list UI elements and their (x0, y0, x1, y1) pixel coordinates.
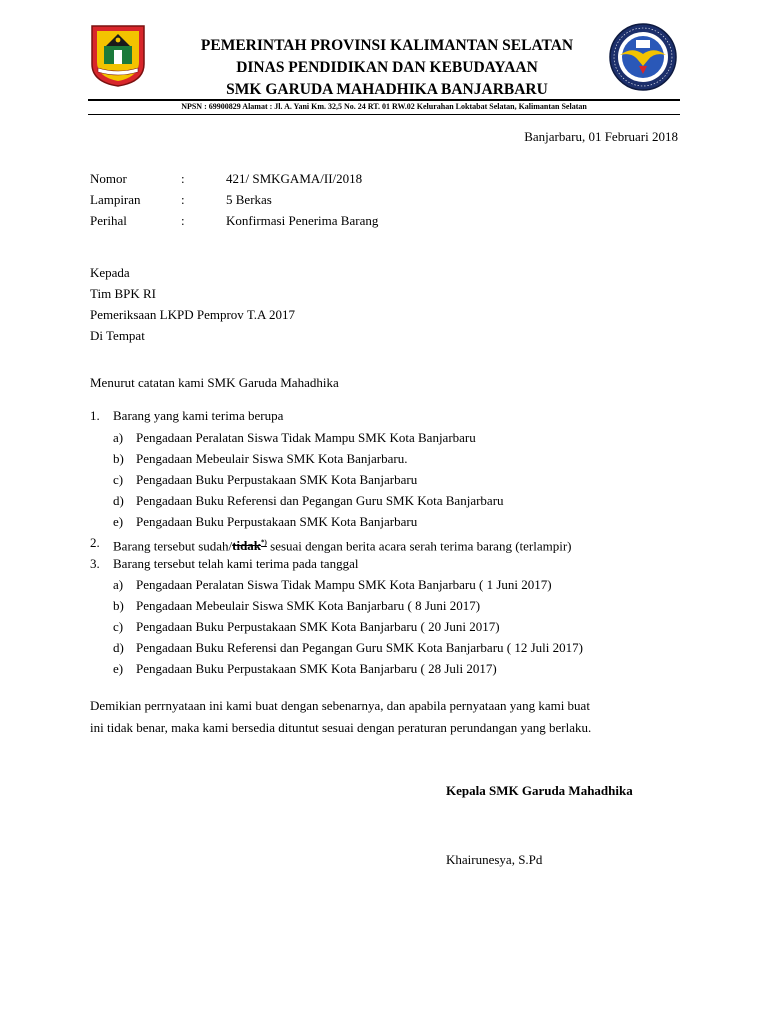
item-text: Pengadaan Peralatan Siswa Tidak Mampu SMK Kota Banjarbaru ( 1 Juni 2017) (136, 577, 552, 592)
item-text: Pengadaan Buku Perpustakaan SMK Kota Banjarbaru (136, 514, 418, 529)
letterhead-line-1: PEMERINTAH PROVINSI KALIMANTAN SELATAN (200, 37, 574, 54)
item-text: Pengadaan Mebeulair Siswa SMK Kota Banjarbaru ( 8 Juni 2017) (136, 598, 481, 613)
point-text: Barang tersebut telah kami terima pada tanggal (113, 556, 359, 571)
kalsel-province-emblem-icon (88, 24, 148, 88)
item-mark: e) (113, 514, 124, 529)
item-mark: a) (113, 430, 124, 445)
meta-label: Nomor (90, 171, 127, 186)
point-number: 3. (90, 556, 100, 571)
item-mark: d) (113, 493, 124, 508)
signature-name: Khairunesya, S.Pd (446, 852, 543, 867)
item-mark: b) (113, 598, 124, 613)
closing-line: ini tidak benar, maka kami bersedia dituntut sesuai dengan peraturan perundangan yang berlaku. (90, 720, 592, 735)
meta-separator: : (181, 213, 185, 228)
meta-value: 421/ SMKGAMA/II/2018 (226, 171, 363, 186)
item-text: Pengadaan Buku Referensi dan Pegangan Guru SMK Kota Banjarbaru (136, 493, 504, 508)
letterhead-line-2: DINAS PENDIDIKAN DAN KEBUDAYAAN (236, 59, 538, 76)
item-mark: e) (113, 661, 124, 676)
letterhead-rule-bottom (88, 114, 680, 115)
meta-separator: : (181, 192, 185, 207)
meta-label: Lampiran (90, 192, 141, 207)
item-mark: b) (113, 451, 124, 466)
letterhead-rule-top (88, 99, 680, 101)
struck-sup: *) (261, 539, 267, 547)
item-text: Pengadaan Buku Perpustakaan SMK Kota Banjarbaru (136, 472, 418, 487)
item-mark: a) (113, 577, 124, 592)
item-mark: c) (113, 472, 124, 487)
letterhead-line-3: SMK GARUDA MAHADHIKA BANJARBARU (226, 81, 548, 98)
item-text: Pengadaan Mebeulair Siswa SMK Kota Banjarbaru. (136, 451, 408, 466)
item-text: Pengadaan Buku Perpustakaan SMK Kota Banjarbaru ( 28 Juli 2017) (136, 661, 497, 676)
point-text-before: Barang tersebut sudah/ (113, 538, 233, 554)
point-number: 1. (90, 408, 100, 423)
point-text: Barang yang kami terima berupa (113, 408, 284, 423)
point-text (113, 535, 572, 554)
item-text: Pengadaan Buku Perpustakaan SMK Kota Banjarbaru ( 20 Juni 2017) (136, 619, 500, 634)
item-text: Pengadaan Peralatan Siswa Tidak Mampu SMK Kota Banjarbaru (136, 430, 476, 445)
recipient-line: Di Tempat (90, 328, 145, 343)
smk-garuda-school-logo-icon (606, 22, 680, 92)
meta-value: Konfirmasi Penerima Barang (226, 213, 379, 228)
intro-text: Menurut catatan kami SMK Garuda Mahadhika (90, 375, 339, 390)
point-number: 2. (90, 535, 100, 550)
meta-separator: : (181, 171, 185, 186)
point-text-after: sesuai dengan berita acara serah terima barang (terlampir) (266, 538, 572, 554)
item-mark: d) (113, 640, 124, 655)
item-mark: c) (113, 619, 124, 634)
letterhead-address: NPSN : 69900829 Alamat : Jl. A. Yani Km. 32,5 No. 24 RT. 01 RW.02 Kelurahan Loktabat Selatan, Kalimantan Selatan (181, 102, 587, 111)
meta-label: Perihal (90, 213, 127, 228)
meta-value: 5 Berkas (226, 192, 272, 207)
recipient-line: Kepada (90, 265, 130, 280)
item-text: Pengadaan Buku Referensi dan Pegangan Guru SMK Kota Banjarbaru ( 12 Juli 2017) (136, 640, 583, 655)
letter-date: Banjarbaru, 01 Februari 2018 (524, 129, 678, 144)
struck-text: tidak (232, 538, 262, 554)
signature-title: Kepala SMK Garuda Mahadhika (446, 783, 633, 798)
recipient-line: Pemeriksaan LKPD Pemprov T.A 2017 (90, 307, 295, 322)
struck-word (232, 538, 267, 553)
closing-line: Demikian perrnyataan ini kami buat dengan sebenarnya, dan apabila pernyataan yang kami buat (90, 698, 590, 713)
recipient-line: Tim BPK RI (90, 286, 156, 301)
